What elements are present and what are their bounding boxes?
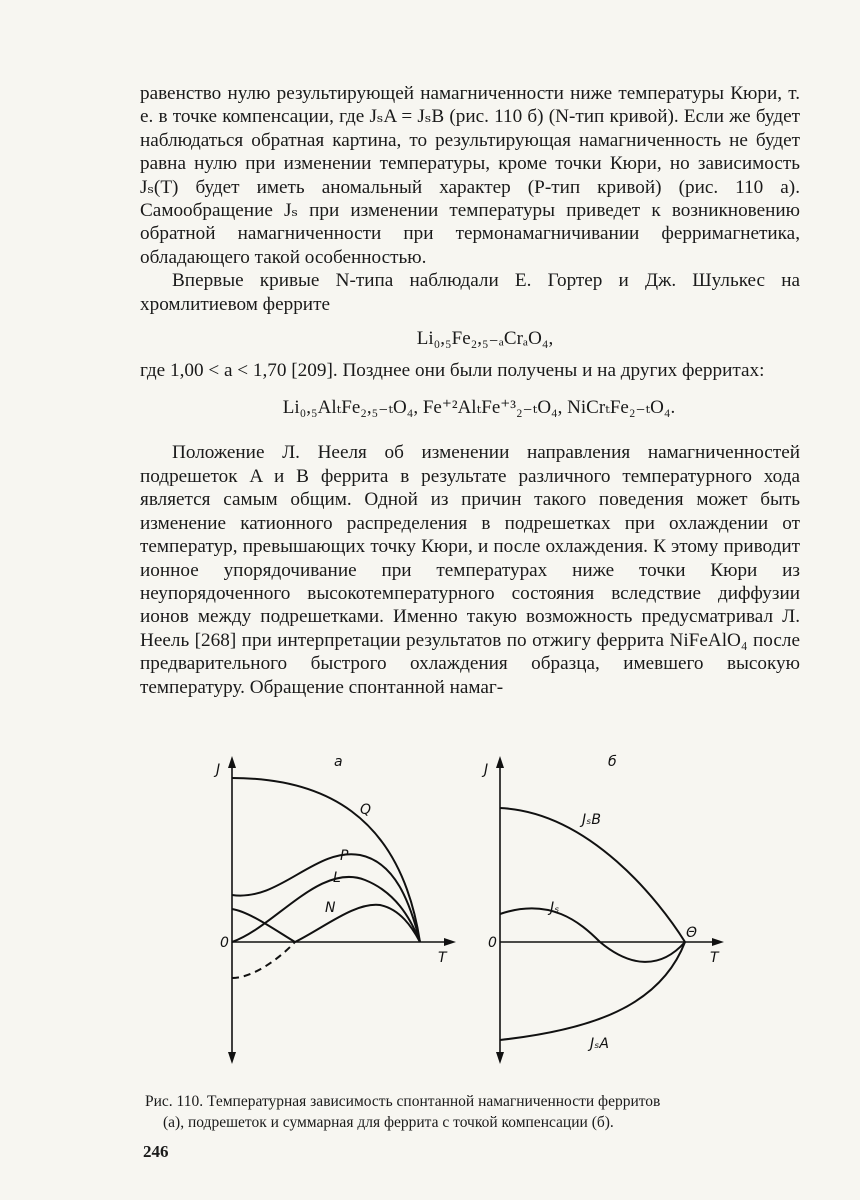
label-jsa: JₛA bbox=[590, 1036, 609, 1052]
panel-a-y-arrow-up bbox=[228, 756, 236, 768]
panel-a bbox=[213, 754, 456, 1064]
panel-a-origin: 0 bbox=[220, 935, 229, 951]
panel-a-y-label: J bbox=[216, 762, 221, 778]
panel-b-y-arrow-down bbox=[496, 1052, 504, 1064]
panel-b bbox=[481, 754, 724, 1064]
paragraph-4: Положение Л. Нееля об изменении направления намагниченностей подрешеток A и B феррита в результате различного температурного хода является самым общим. Одной из причин такого поведения может быть изменение катионного распределения в подрешетках при охлаждении от температур, превышающих точку Кюри, и после охлаждения. К этому приводит ионное упорядочивание при температурах ниже точки Кюри из неупорядоченного высокотемпературного состояния вследствие диффузии ионов между подрешетками. Именно такую возможность предусматривал Л. Неель [268] при интерпретации результатов по отжигу феррита NiFeAlO₄ после предварительного быстрого охлаждения образца, имевшего высокую температуру. Обращение спонтанной намаг- bbox=[140, 442, 800, 698]
panel-b-letter: б bbox=[608, 754, 617, 770]
caption-line-2: (а), подрешеток и суммарная для феррита с точкой компенсации (б). bbox=[163, 1114, 614, 1131]
page-body bbox=[140, 82, 800, 699]
paragraph-2: Впервые кривые N-типа наблюдали Е. Гортер и Дж. Шулькес на хромлитиевом феррите bbox=[140, 270, 800, 315]
figure-110 bbox=[190, 752, 750, 1082]
caption-line-1: Рис. 110. Температурная зависимость спонтанной намагниченности ферритов bbox=[145, 1093, 661, 1110]
label-q: Q bbox=[360, 802, 372, 818]
curve-js bbox=[500, 908, 685, 962]
label-l: L bbox=[333, 870, 341, 886]
curve-jsb bbox=[500, 808, 685, 942]
theta-label: Θ bbox=[686, 925, 698, 941]
panel-a-x-label: T bbox=[438, 950, 447, 966]
paragraph-1: равенство нулю результирующей намагниченности ниже температуры Кюри, т. е. в точке компенсации, где JₛA = JₛB (рис. 110 б) (N-тип кривой). Если же будет наблюдаться обратная картина, то результирующая намагниченность не будет равна нулю при изменении температуры, кроме точки Кюри, но зависимость Jₛ(T) будет иметь аномальный характер (P-тип кривой) (рис. 110 а). Самообращение Jₛ при изменении температуры приведет к возникновению обратной намагниченности при термонамагничивании ферримагнетика, обладающего такой особенностью. bbox=[140, 83, 800, 268]
panel-b-y-label: J bbox=[484, 762, 489, 778]
figure-110-graphic bbox=[190, 752, 750, 1082]
formula-other-ferrites: Li₀,₅AlₜFe₂,₅₋ₜO₄, Fe⁺²AlₜFe⁺³₂₋ₜO₄, NiCrₜFe₂₋ₜO₄. bbox=[282, 397, 676, 419]
panel-b-x-label: T bbox=[710, 950, 719, 966]
curve-n-dashed bbox=[232, 942, 295, 978]
label-p: P bbox=[340, 848, 349, 864]
label-n: N bbox=[325, 900, 336, 916]
panel-b-x-arrow bbox=[712, 938, 724, 946]
panel-b-y-arrow-up bbox=[496, 756, 504, 768]
panel-b-origin: 0 bbox=[488, 935, 497, 951]
label-jsb: JₛB bbox=[582, 812, 601, 828]
panel-a-letter: а bbox=[334, 754, 343, 770]
panel-a-y-arrow-down bbox=[228, 1052, 236, 1064]
paragraph-3: где 1,00 < a < 1,70 [209]. Позднее они были получены и на других ферритах: bbox=[140, 360, 765, 382]
label-js: Jₛ bbox=[550, 900, 560, 916]
panel-a-x-arrow bbox=[444, 938, 456, 946]
page-number: 246 bbox=[143, 1142, 169, 1161]
formula-chromium-lithium-ferrite: Li₀,₅Fe₂,₅₋ₐCrₐO₄, bbox=[416, 328, 554, 350]
figure-caption bbox=[145, 1091, 805, 1133]
curve-jsa bbox=[500, 942, 685, 1040]
